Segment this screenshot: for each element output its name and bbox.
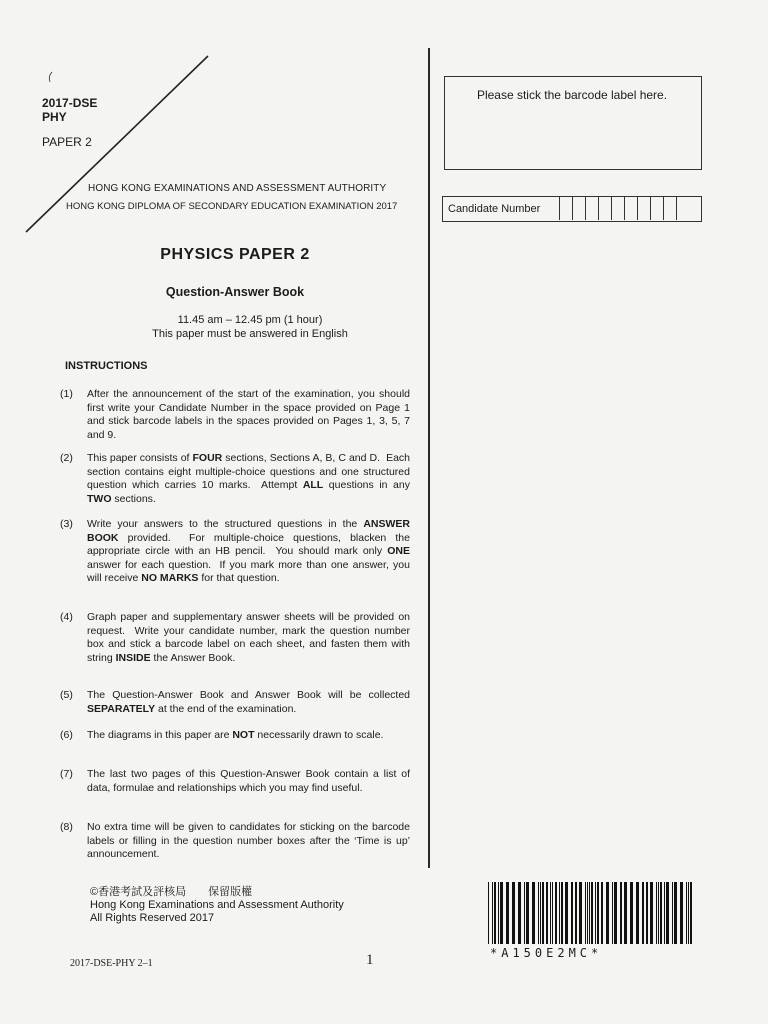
barcode-bar (658, 882, 659, 944)
instruction-text: The last two pages of this Question-Answer Book contain a list of data, formulae and relationships which you may find useful. (87, 768, 410, 794)
barcode-bar (646, 882, 648, 944)
barcode-bar (512, 882, 515, 944)
instruction-number: (4) (60, 611, 73, 623)
barcode-bar (630, 882, 633, 944)
barcode-bar (595, 882, 596, 944)
barcode-bar (587, 882, 588, 944)
candidate-number-label: Candidate Number (448, 203, 541, 215)
barcode-bar (606, 882, 609, 944)
barcode-bar (571, 882, 573, 944)
barcode-bar (660, 882, 662, 944)
barcode-bar (636, 882, 639, 944)
copyright-authority: Hong Kong Examinations and Assessment Authority (90, 899, 344, 911)
paper-number: PAPER 2 (42, 135, 92, 149)
vertical-divider (428, 48, 430, 868)
barcode-bar (494, 882, 496, 944)
barcode-label-text: Please stick the barcode label here. (476, 88, 668, 102)
barcode-bar (664, 882, 665, 944)
instruction-item (60, 729, 410, 743)
barcode-bar (589, 882, 590, 944)
candidate-digit-cell[interactable] (559, 196, 572, 220)
language-note: This paper must be answered in English (152, 328, 348, 340)
instruction-number: (8) (60, 821, 73, 833)
barcode-bar (526, 882, 529, 944)
barcode-bar (538, 882, 539, 944)
barcode-bar (680, 882, 683, 944)
barcode-bar (650, 882, 653, 944)
barcode-bar (488, 882, 489, 944)
barcode-bar (674, 882, 677, 944)
instruction-text: After the announcement of the start of the examination, you should first write your Candidate Number in the space provided on Page 1 and stick barcode labels in the spaces provided on Pages 1, 3, 5, 7 and 9. (87, 388, 410, 441)
candidate-digit-cell[interactable] (572, 196, 585, 220)
instruction-number: (6) (60, 729, 73, 741)
barcode-bar (620, 882, 622, 944)
instruction-number: (1) (60, 388, 73, 400)
instruction-item (60, 388, 410, 442)
barcode-bar (518, 882, 521, 944)
barcode-bar (565, 882, 568, 944)
barcode-bar (575, 882, 577, 944)
instruction-number: (2) (60, 452, 73, 464)
barcode-bar (559, 882, 560, 944)
instruction-number: (5) (60, 689, 73, 701)
barcode-bar (597, 882, 599, 944)
barcode-bar (666, 882, 669, 944)
barcode-bar (642, 882, 644, 944)
barcode-bar (498, 882, 499, 944)
authority-name: HONG KONG EXAMINATIONS AND ASSESSMENT AUTHORITY (88, 183, 387, 194)
copyright-block (90, 886, 344, 925)
book-subtitle: Question-Answer Book (165, 285, 305, 299)
barcode-bar (540, 882, 541, 944)
barcode-number: *A150E2MC* (490, 946, 603, 960)
barcode-bar (492, 882, 493, 944)
candidate-digit-cell[interactable] (663, 196, 676, 220)
instruction-text: The diagrams in this paper are NOT necessarily drawn to scale. (87, 729, 384, 741)
barcode-bar (591, 882, 593, 944)
barcode-bar (546, 882, 548, 944)
barcode-bar (552, 882, 553, 944)
barcode-bar (550, 882, 551, 944)
instruction-text: Graph paper and supplementary answer sheets will be provided on request. Write your candidate number, mark the question number box and stick a barcode label on each sheet, and fasten them with string INSIDE the Answer Book. (87, 611, 410, 664)
exam-year: 2017-DSE (42, 96, 98, 110)
barcode-bar (555, 882, 557, 944)
barcode-bar (656, 882, 657, 944)
barcode-bar (532, 882, 535, 944)
barcode-bar (672, 882, 673, 944)
barcode-bar (579, 882, 582, 944)
barcode-bar (506, 882, 509, 944)
candidate-digit-cell[interactable] (637, 196, 650, 220)
copyright-chinese: ©香港考試及評核局 保留版權 (90, 886, 253, 898)
instruction-item (60, 452, 410, 506)
candidate-digit-cell[interactable] (598, 196, 611, 220)
barcode-bar (690, 882, 692, 944)
barcode-bar (585, 882, 586, 944)
instruction-number: (3) (60, 518, 73, 530)
exam-time: 11.45 am – 12.45 pm (1 hour) (177, 314, 323, 326)
instruction-item (60, 768, 410, 795)
instructions-heading: INSTRUCTIONS (65, 360, 148, 372)
copyright-rights: All Rights Reserved 2017 (90, 912, 215, 924)
instruction-text: The Question-Answer Book and Answer Book will be collected SEPARATELY at the end of the examination. (87, 689, 410, 715)
instruction-text: No extra time will be given to candidates for sticking on the barcode labels or filling in the question number boxes after the ‘Time is up’ announcement. (87, 821, 410, 860)
footer-code: 2017-DSE-PHY 2–1 (70, 958, 153, 969)
barcode-bar (500, 882, 503, 944)
barcode-bar (524, 882, 525, 944)
instruction-item (60, 821, 410, 862)
exam-name: HONG KONG DIPLOMA OF SECONDARY EDUCATION EXAMINATION 2017 (66, 201, 398, 212)
barcode-bar (688, 882, 689, 944)
page-title: PHYSICS PAPER 2 (160, 246, 310, 263)
instruction-item (60, 611, 410, 665)
candidate-digit-cell[interactable] (650, 196, 663, 220)
instruction-item (60, 689, 410, 716)
barcode-bar (624, 882, 627, 944)
candidate-digit-cell[interactable] (611, 196, 624, 220)
barcode-bar (612, 882, 613, 944)
candidate-digit-cell[interactable] (585, 196, 598, 220)
barcode-bar (561, 882, 563, 944)
barcode-bar (601, 882, 603, 944)
subject-code: PHY (42, 110, 67, 124)
instruction-text: This paper consists of FOUR sections, Sections A, B, C and D. Each section contains eight multiple-choice questions and one structured question which carries 10 marks. Attempt ALL questions in any TWO sections. (87, 452, 411, 505)
barcode-image (488, 882, 694, 944)
candidate-number-cells (559, 196, 689, 220)
instruction-text: Write your answers to the structured questions in the ANSWER BOOK provided. For multiple-choice questions, blacken the appropriate circle with an HB pencil. You should mark only ONE answer for each question. If you mark more than one answer, you will receive NO MARKS for that question. (87, 518, 410, 584)
barcode-bar (686, 882, 687, 944)
barcode-bar (614, 882, 617, 944)
instruction-number: (7) (60, 768, 73, 780)
candidate-digit-cell[interactable] (624, 196, 637, 220)
candidate-digit-cell[interactable] (676, 196, 689, 220)
instruction-item (60, 518, 410, 586)
page-number: 1 (366, 952, 374, 968)
barcode-bar (542, 882, 544, 944)
